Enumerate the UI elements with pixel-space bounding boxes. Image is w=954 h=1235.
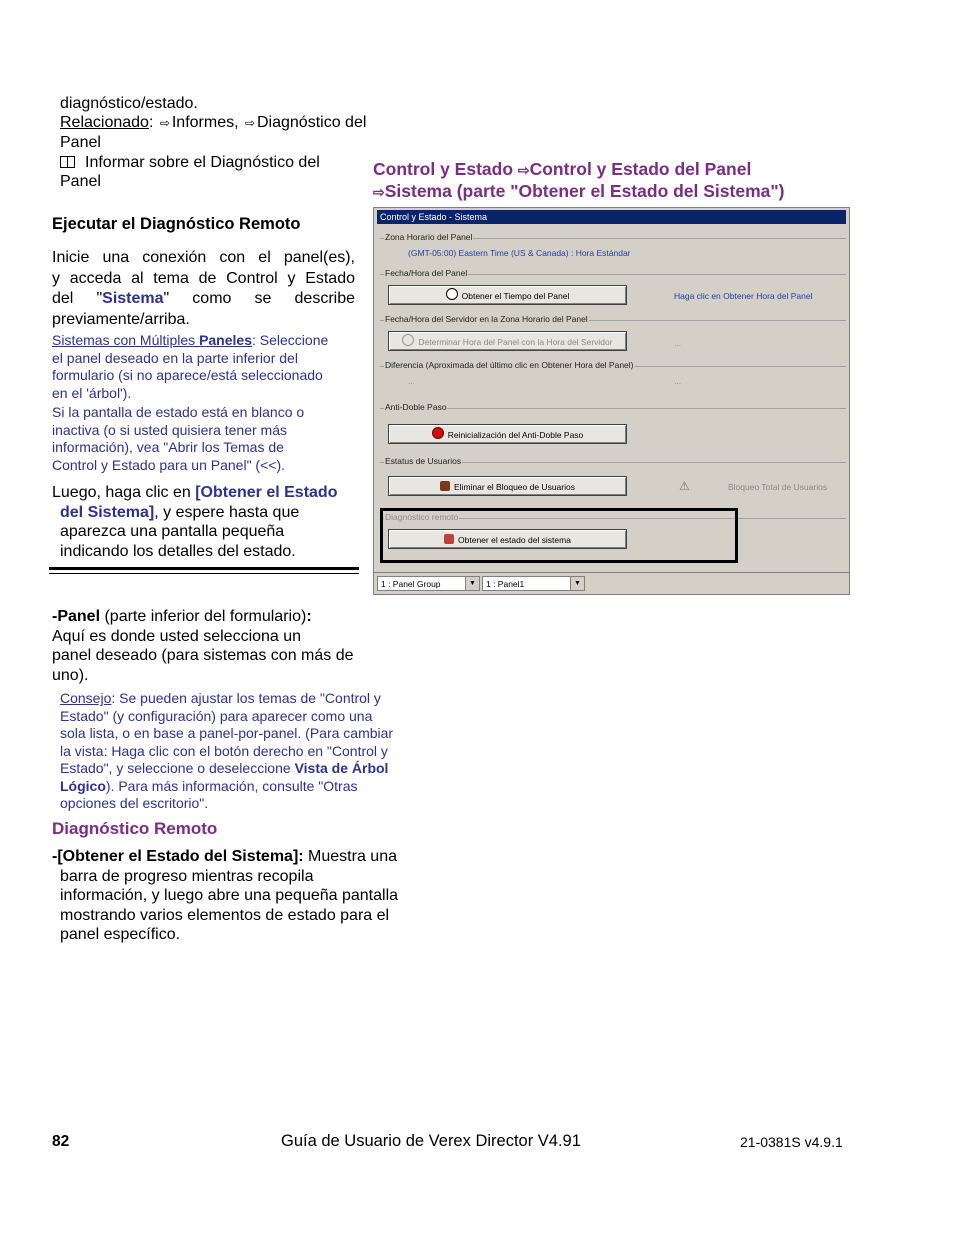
group-diagnostico-remoto: Diagnóstico remoto [380,518,846,519]
window-title: Control y Estado - Sistema [377,210,846,224]
luego-paragraph: Luego, haga clic en [Obtener el Estado del Sistema], y espere hasta que aparezca una pantalla pequeña indicando los detalles del estado. [52,484,338,560]
blank-screen-note: Si la pantalla de estado está en blanco o inactiva (o si usted quisiera tener más información), vea "Abrir los Temas de Control y Estado para un Panel" (<<). [52,404,305,473]
control-estado-window [373,207,850,595]
divider-thin [49,573,359,574]
panel-select[interactable]: 1 : Panel1 ▼ [482,576,585,591]
chevron-down-icon: ▼ [570,577,584,590]
panel-group-select[interactable]: 1 : Panel Group ▼ [377,576,480,591]
page-number: 82 [52,1133,70,1150]
group-diferencia: Diferencia (Aproximada del último clic en Obtener Hora del Panel) [380,366,846,367]
heading-ejecutar: Ejecutar el Diagnóstico Remoto [52,215,301,233]
clock-icon [446,288,458,300]
intro-line-4: previamente/arriba. [52,310,190,328]
diferencia-dots-1: ... [408,376,416,386]
arrow-icon: ⇨ [159,116,170,130]
book-icon [60,156,75,168]
obtener-tiempo-button[interactable]: Obtener el Tiempo del Panel [388,285,627,305]
window-divider [374,572,849,573]
zona-horaria-value: (GMT-05:00) Eastern Time (US & Canada) : Hora Estándar [408,248,631,258]
intro-paragraph [52,248,355,330]
related-label: Relacionado [60,114,149,131]
group-anti-doble-paso: Anti-Doble Paso [380,408,846,409]
related-link-diagnostico[interactable]: Diagnóstico del [257,114,367,131]
intro-line-1: Inicie una conexión con el panel(es), [52,249,355,266]
eliminar-bloqueo-button[interactable]: Eliminar el Bloqueo de Usuarios [388,476,627,496]
related-line [60,113,366,134]
inform-line-2: Panel [60,173,101,190]
obtener-hora-hint: Haga clic en Obtener Hora del Panel [674,291,813,301]
related-link-informes[interactable]: Informes, [171,114,239,131]
related-colon: : [148,114,154,131]
panel-description: -Panel (parte inferior del formulario): Aquí es donde usted selecciona un panel deseado (para sistemas con más de uno). [52,608,354,684]
reinicializacion-button[interactable]: Reinicialización del Anti-Doble Paso [388,424,627,444]
chevron-down-icon: ▼ [465,577,479,590]
diferencia-dots-2: ... [674,376,682,386]
diag-description: -[Obtener el Estado del Sistema]: Muestra una barra de progreso mientras recopila información, y luego abre una pequeña pantalla mostrando varios elementos de estado para el panel específico. [52,848,399,943]
multi-panel-note: Sistemas con Múltiples Paneles: Seleccione el panel deseado en la parte inferior del formulario (si no aparece/está seleccionado en el 'árbol'). [52,332,329,401]
intro-line-3: del "Sistema" como se describe [52,290,355,307]
sistema-link[interactable]: Sistema [102,290,164,307]
servidor-dots: ... [674,338,682,348]
heading-control-estado: Control y Estado [373,159,518,179]
obtener-estado-sistema-button[interactable]: Obtener el estado del sistema [388,529,627,549]
bloqueo-total-label: Bloqueo Total de Usuarios [728,482,828,492]
obtener-estado-link[interactable]: [Obtener el Estado [195,484,338,501]
heading-diagnostico-remoto: Diagnóstico Remoto [52,819,218,838]
paneles-link[interactable]: Paneles [199,332,252,348]
highlight-box [380,508,738,563]
related-panel-text: Panel [60,134,101,151]
arrow-icon: ⇨ [517,162,530,178]
determinar-hora-button[interactable]: Determinar Hora del Panel con la Hora del Servidor [388,331,627,351]
text-diagnostico-estado: diagnóstico/estado. [60,95,198,112]
user-lock-icon [440,481,450,491]
tip-label: Consejo [60,690,112,706]
heading-control-panel: Control y Estado del Panel [529,159,752,179]
clock-icon [402,334,414,346]
inform-line-1: Informar sobre el Diagnóstico del [85,154,320,171]
heading-sistema: Sistema (parte "Obtener el Estado del Sistema") [384,181,785,201]
arrow-icon: ⇨ [373,184,385,200]
inform-link[interactable] [60,153,320,173]
group-estatus-usuarios: Estatus de Usuarios [380,462,846,463]
red-circle-icon [432,427,444,439]
divider-thick [49,567,359,570]
group-zona-horaria: Zona Horario del Panel [380,238,846,239]
tip-note: Consejo: Se pueden ajustar los temas de "Control y Estado" (y configuración) para aparecer como una sola lista, o en base a panel-por-panel. (Para cambiar la vista: Haga clic con el botón derecho en "Control y Estado", y seleccione o deseleccione Vista de Árbol Lógico). Para más información, consulte "Otras opciones del escritorio". [60,690,394,811]
intro-line-2: y acceda al tema de Control y Estado [52,269,355,287]
warning-icon: ⚠ [679,479,690,493]
obtener-estado-link-2[interactable]: del Sistema] [60,503,155,521]
group-fecha-hora-servidor: Fecha/Hora del Servidor en la Zona Horario del Panel [380,320,846,321]
multi-panel-link[interactable]: Sistemas con Múltiples [52,332,200,348]
right-heading [373,159,785,203]
arrow-icon: ⇨ [244,116,256,130]
group-fecha-hora-panel: Fecha/Hora del Panel [380,274,846,275]
footer-code: 21-0381S v4.9.1 [740,1134,843,1150]
footer-title: Guía de Usuario de Verex Director V4.91 [281,1132,581,1150]
